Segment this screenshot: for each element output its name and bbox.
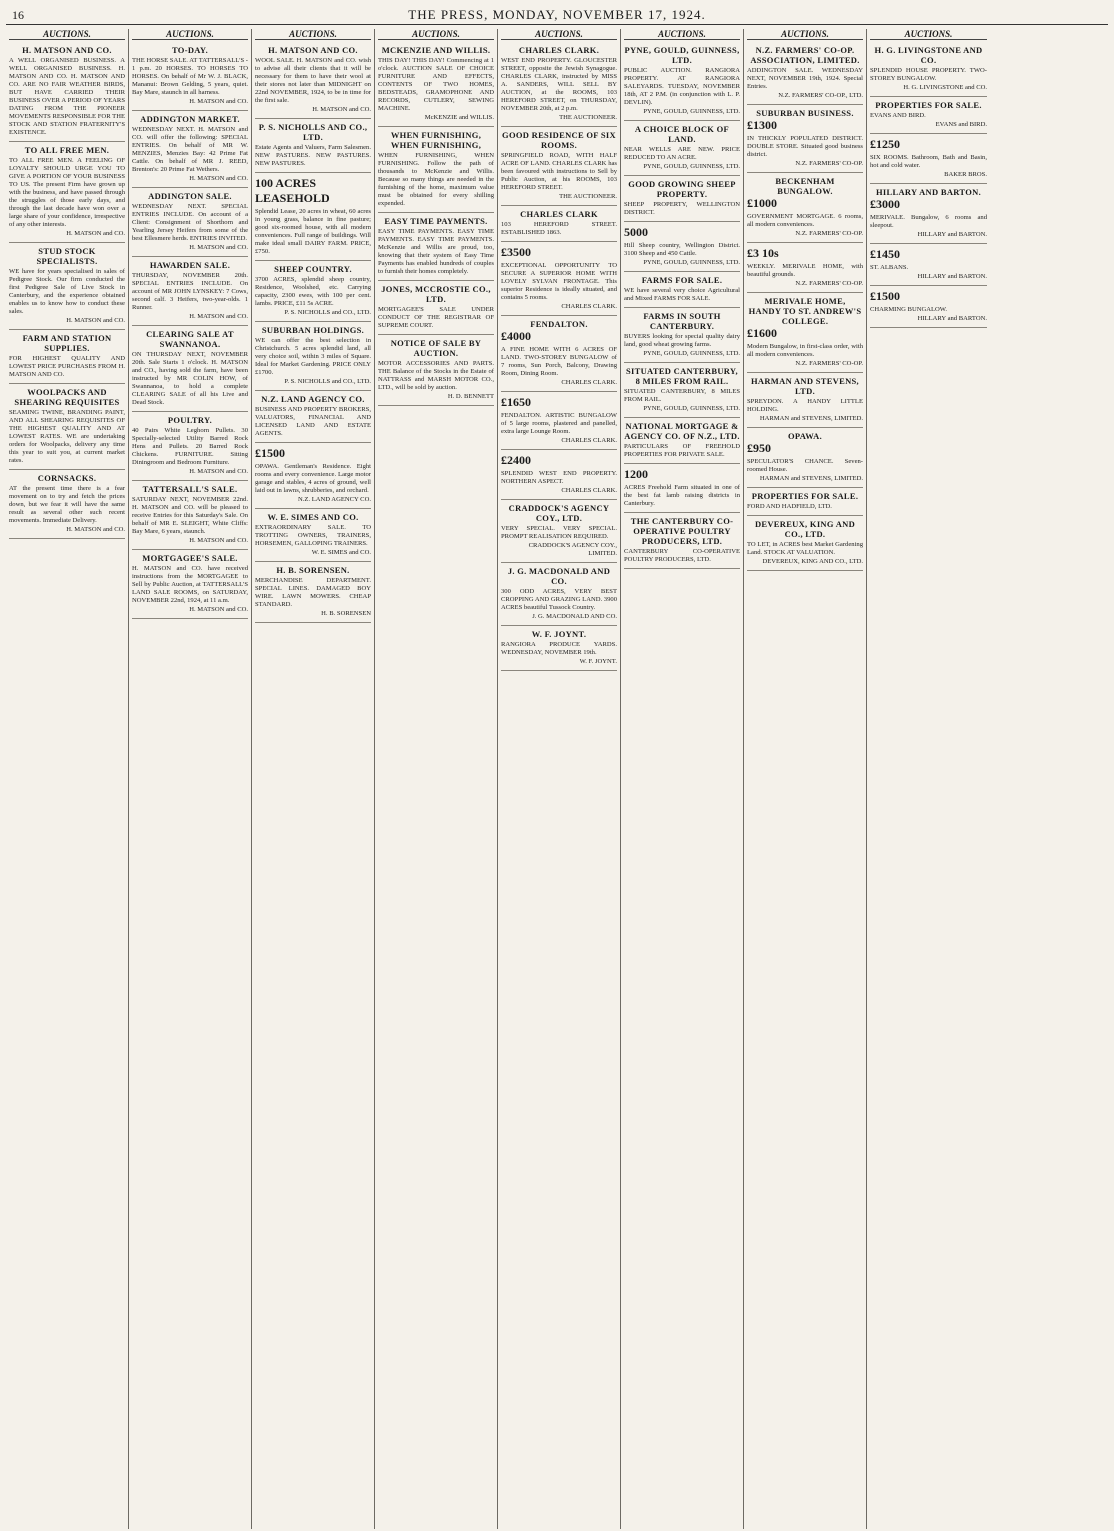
advertisement [9, 470, 125, 539]
advertisement [624, 513, 740, 569]
ad-heading: JONES, MCCROSTIE CO., LTD. [381, 284, 491, 304]
ad-body-text: THE HORSE SALE. AT TATTERSALL'S - 1 p.m. 20 HORSES. TO HORSES TO HORSES. On behalf of Mr W. J. BLACK, Mananui: Brown Gelding, 5 years, quiet. Bay Mare, staunch in all harness. [132, 57, 248, 96]
advertisement [501, 563, 617, 626]
ad-heading: CHARLES CLARK [520, 209, 598, 219]
ad-heading: NATIONAL MORTGAGE & AGENCY CO. OF N.Z., LTD. [624, 421, 740, 441]
advertisement [255, 119, 371, 173]
ad-heading: SITUATED CANTERBURY, 8 MILES FROM RAIL. [626, 366, 738, 386]
ad-body-text: SPECULATOR'S CHANCE. Seven-roomed House. [747, 458, 863, 473]
advertisement [501, 206, 617, 242]
section-heading: AUCTIONS. [870, 29, 987, 40]
ad-body-text: WE have several very choice Agricultural and Mixed FARMS FOR SALE. [624, 287, 740, 302]
ad-signature: W. F. JOYNT. [579, 658, 617, 665]
advertisement [870, 184, 987, 244]
ad-heading: ADDINGTON MARKET. [140, 114, 240, 124]
ad-signature: PYNE, GOULD, GUINNESS, LTD. [643, 259, 740, 266]
ad-body-text: NEAR WELLS ARE NEW. PRICE REDUCED TO AN ACRE. [624, 146, 740, 161]
advertisement [501, 42, 617, 127]
column-6 [621, 29, 744, 1529]
ad-signature: HILLARY and BARTON. [917, 273, 987, 280]
ad-price: 1200 [624, 467, 648, 481]
advertisement [132, 42, 248, 111]
advertisement [870, 134, 987, 184]
ad-heading: MERIVALE HOME, HANDY TO ST. ANDREW'S COLLEGE. [748, 296, 862, 326]
ad-body-text: SPLENDID HOUSE PROPERTY. TWO-STOREY BUNGALOW. [870, 67, 987, 82]
ad-heading: A CHOICE BLOCK OF LAND. [634, 124, 730, 144]
ad-heading: HARMAN AND STEVENS, LTD. [751, 376, 859, 396]
ad-heading: TO-DAY. [171, 45, 209, 55]
ad-body-text: WEDNESDAY NEXT. H. MATSON and CO. will offer the following: SPECIAL ENTRIES. On behalf of MR W. MENZIES, Menzies Bay: 42 Prime Fat Cattle. On behalf of MR J. REED, Brenton's: 20 Prime Fat Wethers. [132, 126, 248, 173]
column-7 [744, 29, 867, 1529]
ad-heading: GOOD GROWING SHEEP PROPERTY. [628, 179, 736, 199]
section-heading: AUCTIONS. [9, 29, 125, 40]
ad-signature: CHARLES CLARK. [561, 437, 617, 444]
advertisement [624, 363, 740, 418]
ad-signature: H. MATSON and CO. [189, 468, 248, 475]
advertisement [132, 412, 248, 481]
ad-signature: H. MATSON and CO. [189, 537, 248, 544]
advertisement [624, 42, 740, 121]
advertisement [255, 391, 371, 443]
ad-body-text: 40 Pairs White Leghorn Pullets. 30 Specially-selected Utility Barred Rock Hens and Pullets. 20 Barred Rock Chickens. FURNITURE. Sitting Diningroom and Bedroom Furniture. [132, 427, 248, 466]
ad-body-text: MORTGAGEE'S SALE UNDER CONDUCT OF THE REGISTRAR OF SUPREME COURT. [378, 306, 494, 329]
ad-body-text: H. MATSON and CO. have received instructions from the MORTGAGEE to Sell by Public Auction, at TATTERSALL'S LAND SALE ROOMS, on SATURDAY, NOVEMBER 22nd, 1924, at 11 a.m. [132, 565, 248, 604]
ad-signature: PYNE, GOULD, GUINNESS, LTD. [643, 163, 740, 170]
ad-heading: PROPERTIES FOR SALE. [875, 100, 982, 110]
ad-body-text: WHEN FURNISHING, WHEN FURNISHING. Follow the path of thousands to McKenzie and Willis. Because so many things are needed in the furnishing of the home, maximum value must be obtained for every shilling expended. [378, 152, 494, 207]
ad-body-text: VERY SPECIAL. VERY SPECIAL. PROMPT REALISATION REQUIRED. [501, 525, 617, 540]
ad-body-text: SITUATED CANTERBURY, 8 MILES FROM RAIL. [624, 388, 740, 403]
ad-signature: DEVEREUX, KING AND CO., LTD. [762, 558, 863, 565]
ad-signature: H. B. SORENSEN [321, 610, 371, 617]
ad-body-text: Estate Agents and Valuers, Farm Salesmen. NEW PASTURES. NEW PASTURES. NEW PASTURES. [255, 144, 371, 167]
ad-body-text: SATURDAY NEXT, NOVEMBER 22nd. H. MATSON and CO. will be pleased to receive Entries for this Saturday's Sale. On behalf of MR E. SLEIGHT, White Cliffs: Bay Mare, 6 years, staunch. [132, 496, 248, 535]
ad-price: £1650 [501, 395, 531, 409]
ad-signature: PYNE, GOULD, GUINNESS, LTD. [643, 405, 740, 412]
ad-body-text: PUBLIC AUCTION. RANGIORA PROPERTY. AT RANGIORA SALEYARDS. TUESDAY, NOVEMBER 18th, AT 2 P.M. (in conjunction with L. P. DEVLIN). [624, 67, 740, 106]
ad-body-text: ST. ALBANS. [870, 264, 909, 271]
ad-body-text: THIS DAY! THIS DAY! Commencing at 1 o'clock. AUCTION SALE OF CHOICE FURNITURE AND EFFECTS, CONTENTS OF TWO HOMES, BEDSTEADS, GRAMOPHONE AND RECORDS, CUTLERY, SEWING MACHINE. [378, 57, 494, 112]
ad-price: £3500 [501, 245, 531, 259]
ad-signature: H. MATSON and CO. [66, 230, 125, 237]
ad-signature: PYNE, GOULD, GUINNESS, LTD. [643, 108, 740, 115]
ad-signature: HARMAN and STEVENS, LIMITED. [759, 475, 863, 482]
ad-signature: CRADDOCK'S AGENCY COY., LIMITED. [528, 542, 617, 557]
ad-heading: THE CANTERBURY CO-OPERATIVE POULTRY PRODUCERS, LTD. [630, 516, 734, 546]
advertisement [624, 308, 740, 363]
ad-signature: N.Z. LAND AGENCY CO. [297, 496, 371, 503]
ad-price: £950 [747, 441, 771, 455]
ad-body-text: MERIVALE. Bungalow, 6 rooms and sleepout. [870, 214, 987, 229]
ad-signature: H. MATSON and CO. [189, 606, 248, 613]
ad-heading: SUBURBAN HOLDINGS. [261, 325, 365, 335]
ad-body-text: SEAMING TWINE, BRANDING PAINT, AND ALL SHEARING REQUISITES OF THE HIGHEST QUALITY AND AT LOWEST RATES. WE are undertaking orders for Woolpacks, delivery any time this year to suit you, at current market rates. [9, 409, 125, 464]
ad-body-text: WEDNESDAY NEXT. SPECIAL ENTRIES INCLUDE. On account of a Client: Consignment of Shorthorn and Yearling Jersey Heifers from some of the best Ellesmere herds. ENTRIES INVITED. [132, 203, 248, 242]
ad-body-text: SPRINGFIELD ROAD, WITH HALF ACRE OF LAND. CHARLES CLARK has been favoured with instructions to Sell by Public Auction, at his ROOMS, 103 HEREFORD STREET. [501, 152, 617, 191]
ad-body-text: Hill Sheep country, Wellington District. 3100 Sheep and 450 Cattle. [624, 242, 740, 257]
ad-heading: SHEEP COUNTRY. [274, 264, 352, 274]
advertisement [870, 286, 987, 328]
column-2 [129, 29, 252, 1529]
advertisement [255, 443, 371, 509]
ad-signature: BAKER BROS. [944, 171, 987, 178]
advertisement [378, 281, 494, 335]
ad-body-text: OPAWA. Gentleman's Residence. Eight rooms and every convenience. Large motor garage and stables, 4 acres of ground, well laid out in lawns, shrubberies, and orchard. [255, 463, 371, 494]
advertisement [132, 257, 248, 326]
ad-signature: H. MATSON and CO. [66, 317, 125, 324]
ad-heading: CLEARING SALE AT SWANNANOA. [146, 329, 234, 349]
advertisement [255, 562, 371, 623]
advertisement [747, 42, 863, 105]
ad-signature: N.Z. FARMERS' CO-OP. [795, 280, 863, 287]
ad-body-text: BUSINESS AND PROPERTY BROKERS, VALUATORS, FINANCIAL AND LICENSED LAND AND ESTATE AGENTS. [255, 406, 371, 437]
ad-body-text: A WELL ORGANISED BUSINESS. A WELL ORGANISED BUSINESS. H. MATSON AND CO. H. MATSON AND CO. ARE NO FAIR WEATHER BIRDS, BUT HAVE CARRIED THEIR BUSINESS OVER A PERIOD OF YEARS DATING FROM THE PIONEER MOVEMENTS RESPONSIBLE FOR THE STOCK AND STATION FRATERNITY'S EXISTENCE. [9, 57, 125, 136]
ad-body-text: 300 ODD ACRES, VERY BEST CROPPING AND GRAZING LAND. 3900 ACRES beautiful Tussock Country. [501, 588, 617, 611]
ad-signature: CHARLES CLARK. [561, 379, 617, 386]
ad-heading: POULTRY. [167, 415, 213, 425]
ad-signature: P. S. NICHOLLS and CO., LTD. [284, 309, 371, 316]
ad-heading: HAWARDEN SALE. [149, 260, 231, 270]
ad-price: £4000 [501, 329, 531, 343]
advertisement [132, 188, 248, 257]
ad-heading: EASY TIME PAYMENTS. [384, 216, 488, 226]
advertisement [624, 464, 740, 513]
ad-heading: FENDALTON. [530, 319, 588, 329]
section-heading: AUCTIONS. [501, 29, 617, 40]
ad-signature: H. MATSON and CO. [189, 175, 248, 182]
ad-signature: N.Z. FARMERS' CO-OP. [795, 230, 863, 237]
ad-heading: FARM AND STATION SUPPLIES. [22, 333, 112, 353]
ad-body-text: 103 HEREFORD STREET. ESTABLISHED 1863. [501, 221, 617, 236]
section-heading: AUCTIONS. [132, 29, 248, 40]
column-5 [498, 29, 621, 1529]
ad-body-text: IN THICKLY POPULATED DISTRICT. DOUBLE STORE. Situated good business district. [747, 135, 863, 158]
advertisement [747, 105, 863, 173]
ad-heading: H. MATSON AND CO. [22, 45, 112, 55]
ad-price: £1450 [870, 247, 900, 261]
ad-signature: PYNE, GOULD, GUINNESS, LTD. [643, 350, 740, 357]
ad-body-text: CANTERBURY CO-OPERATIVE POULTRY PRODUCERS, LTD. [624, 548, 740, 563]
ad-signature: THE AUCTIONEER. [559, 193, 617, 200]
ad-body-text: TO ALL FREE MEN. A FEELING OF LOYALTY SHOULD URGE YOU TO GIVE A PORTION OF YOUR BUSINESS TO US. The present Firm have grown up with the business, and have passed through the struggles of those early days, and through the last decade have won over a large share of your confidence, irrespective of any other interests. [9, 157, 125, 228]
advertisement [501, 626, 617, 671]
advertisement [624, 121, 740, 176]
ad-body-text: ON THURSDAY NEXT, NOVEMBER 20th. Sale Starts 1 o'clock. H. MATSON and CO., having sold the farm, have been instructed by MR COLIN HOW, of Swannanoa, to hold a complete CLEARING SALE of all his Live and Dead Stock. [132, 351, 248, 406]
ad-body-text: GOVERNMENT MORTGAGE. 6 rooms, all modern conveniences. [747, 213, 863, 228]
ad-signature: THE AUCTIONEER. [559, 114, 617, 121]
ad-body-text: EVANS AND BIRD. [870, 112, 926, 119]
ad-body-text: MERCHANDISE DEPARTMENT. SPECIAL LINES. DAMAGED BOY WIRE. LAWN MOWERS. CHEAP STANDARD. [255, 577, 371, 608]
ad-body-text: SPLENDID WEST END PROPERTY. NORTHERN ASPECT. [501, 470, 617, 485]
advertisement [870, 244, 987, 286]
ad-body-text: SHEEP PROPERTY, WELLINGTON DISTRICT. [624, 201, 740, 216]
ad-heading: HILLARY AND BARTON. [876, 187, 981, 197]
advertisement [9, 384, 125, 470]
ad-heading: GOOD RESIDENCE OF SIX ROOMS. [502, 130, 616, 150]
section-heading: AUCTIONS. [624, 29, 740, 40]
ad-heading: MCKENZIE AND WILLIS. [381, 45, 491, 55]
advertisement [501, 450, 617, 500]
ad-price: 5000 [624, 225, 648, 239]
advertisement [378, 213, 494, 281]
ad-body-text: FENDALTON. ARTISTIC BUNGALOW of 5 large rooms, plastered and panelled, extra large Lounge Room. [501, 412, 617, 435]
ad-body-text: WE can offer the best selection in Christchurch. 5 acres splendid land, all very choice soil, within 3 miles of Square. Ideal for Market Gardening. PRICE ONLY £1700. [255, 337, 371, 376]
ad-signature: H. MATSON and CO. [66, 526, 125, 533]
ad-body-text: FOR HIGHEST QUALITY AND LOWEST PRICE PURCHASES FROM H. MATSON AND CO. [9, 355, 125, 378]
column-8 [867, 29, 990, 1529]
advertisement [747, 488, 863, 516]
ad-body-text: ACRES Freehold Farm situated in one of the best fat lamb raising districts in Canterbury. [624, 484, 740, 507]
ad-body-text: WEEKLY. MERIVALE HOME, with beautiful grounds. [747, 263, 863, 278]
ad-body-text: EASY TIME PAYMENTS. EASY TIME PAYMENTS. EASY TIME PAYMENTS. McKenzie and Willis are proud, too, knowing that their system of Easy Time Payments has enabled hundreds of couples to furnish their homes completely. [378, 228, 494, 275]
ad-body-text: SPREYDON. A HANDY LITTLE HOLDING. [747, 398, 863, 413]
ad-heading: FARMS IN SOUTH CANTERBURY. [643, 311, 721, 331]
ad-body-text: FORD AND HADFIELD, LTD. [747, 503, 832, 510]
ad-signature: H. D. BENNETT [447, 393, 494, 400]
ad-heading: MORTGAGEE'S SALE. [142, 553, 238, 563]
ad-signature: N.Z. FARMERS' CO-OP., LTD. [778, 92, 863, 99]
advertisement [9, 330, 125, 384]
advertisement [747, 243, 863, 293]
ad-body-text: WOOL SALE. H. MATSON and CO. wish to advise all their clients that it will be necessary for them to have their wool at their stores not later than MIDNIGHT on 22nd NOVEMBER, 1924, to be in time for the first sale. [255, 57, 371, 104]
section-heading: AUCTIONS. [255, 29, 371, 40]
ad-price: £3000 [870, 197, 900, 211]
advertisement [624, 272, 740, 308]
masthead-title: THE PRESS, MONDAY, NOVEMBER 17, 1924. [408, 7, 706, 22]
ad-heading: PYNE, GOULD, GUINNESS, LTD. [624, 45, 740, 65]
ad-heading: W. F. JOYNT. [531, 629, 587, 639]
section-heading: AUCTIONS. [378, 29, 494, 40]
ad-heading: CRADDOCK'S AGENCY COY., LTD. [508, 503, 610, 523]
advertisement [624, 418, 740, 464]
ad-signature: H. MATSON and CO. [189, 313, 248, 320]
ad-heading: SUBURBAN BUSINESS. [756, 108, 854, 118]
ad-signature: HILLARY and BARTON. [917, 231, 987, 238]
ad-body-text: TO LET, in ACRES best Market Gardening Land. STOCK AT VALUATION. [747, 541, 863, 556]
ad-body-text: SIX ROOMS. Bathroom, Bath and Basin, hot and cold water. [870, 154, 987, 169]
advertisement [501, 242, 617, 316]
advertisement [378, 42, 494, 127]
page-number: 16 [12, 8, 24, 22]
ad-body-text: MOTOR ACCESSORIES AND PARTS. THE Balance of the Stocks in the Estate of NATTRASS and MARSH MOTOR CO., LTD., will be sold by auction. [378, 360, 494, 391]
ad-heading: P. S. NICHOLLS AND CO., LTD. [258, 122, 368, 142]
advertisement [255, 261, 371, 322]
ad-heading: WOOLPACKS AND SHEARING REQUISITES [14, 387, 120, 407]
ad-heading: ADDINGTON SALE. [148, 191, 232, 201]
ad-signature: P. S. NICHOLLS and CO., LTD. [284, 378, 371, 385]
ad-body-text: PARTICULARS OF FREEHOLD PROPERTIES FOR PRIVATE SALE. [624, 443, 740, 458]
ad-heading: N.Z. LAND AGENCY CO. [261, 394, 365, 404]
advertisement [255, 509, 371, 562]
advertisement [255, 322, 371, 391]
column-4 [375, 29, 498, 1529]
ad-signature: HARMAN and STEVENS, LIMITED. [759, 415, 863, 422]
advertisement [9, 243, 125, 330]
ad-heading: STUD STOCK SPECIALISTS. [36, 246, 98, 266]
ad-heading: N.Z. FARMERS' CO-OP. ASSOCIATION, LIMITED. [750, 45, 860, 65]
ad-signature: H. MATSON and CO. [312, 106, 371, 113]
advertisement [747, 428, 863, 488]
ad-heading: FARMS FOR SALE. [641, 275, 723, 285]
advertisement [132, 550, 248, 619]
advertisement [747, 516, 863, 571]
advertisement [747, 173, 863, 243]
ad-body-text: WEST END PROPERTY. GLOUCESTER STREET, opposite the Jewish Synagogue. CHARLES CLARK, instructed by MISS A. SANDERS, WILL SELL BY AUCTION, at the ROOMS, 103 HEREFORD STREET, on THURSDAY, NOVEMBER 20th, at 2 p.m. [501, 57, 617, 112]
ad-body-text: RANGIORA PRODUCE YARDS. WEDNESDAY, NOVEMBER 19th. [501, 641, 617, 656]
ad-heading: H. MATSON AND CO. [268, 45, 358, 55]
ad-signature: H. MATSON and CO. [189, 98, 248, 105]
columns [6, 29, 1108, 1529]
ad-signature: J. G. MACDONALD AND CO. [532, 613, 617, 620]
ad-body-text: AT the present time there is a fear movement on to try and fetch the prices down, but we fear it will have the same result as several other such recent movements. Immediate Delivery. [9, 485, 125, 524]
advertisement [501, 127, 617, 206]
advertisement [501, 392, 617, 450]
advertisement [378, 335, 494, 406]
ad-heading: J. G. MACDONALD AND CO. [507, 566, 611, 586]
ad-signature: EVANS and BIRD. [935, 121, 987, 128]
column-1 [6, 29, 129, 1529]
ad-price: £1600 [747, 326, 777, 340]
advertisement [747, 293, 863, 373]
ad-signature: McKENZIE and WILLIS. [424, 114, 494, 121]
column-3 [252, 29, 375, 1529]
ad-heading: TATTERSALL'S SALE. [142, 484, 238, 494]
ad-heading: WHEN FURNISHING, WHEN FURNISHING, [390, 130, 482, 150]
ad-signature: HILLARY and BARTON. [917, 315, 987, 322]
advertisement [747, 373, 863, 428]
advertisement [870, 42, 987, 97]
advertisement [255, 42, 371, 119]
ad-body-text: EXCEPTIONAL OPPORTUNITY TO SECURE A SUPERIOR HOME WITH LOVELY SYLVAN FRONTAGE. This superior Residence is ideally situated, and contains 5 rooms. [501, 262, 617, 301]
ad-body-text: Modern Bungalow, in first-class order, with all modern conveniences. [747, 343, 863, 358]
ad-heading: W. E. SIMES AND CO. [267, 512, 359, 522]
advertisement [378, 127, 494, 213]
ad-body-text: BUYERS looking for special quality dairy land, good wheat growing farms. [624, 333, 740, 348]
ad-price: £1250 [870, 137, 900, 151]
ad-heading: PROPERTIES FOR SALE. [751, 491, 859, 501]
ad-signature: CHARLES CLARK. [561, 487, 617, 494]
ad-heading: H. G. LIVINGSTONE AND CO. [874, 45, 983, 65]
ad-price: £1500 [255, 446, 285, 460]
ad-signature: H. MATSON and CO. [189, 244, 248, 251]
advertisement [9, 42, 125, 142]
ad-heading: H. B. SORENSEN. [276, 565, 350, 575]
advertisement [870, 97, 987, 134]
ad-body-text: Splendid Lease, 20 acres in wheat, 60 acres in young grass, balance in fine pasture; good six-roomed house, with all modern conveniences. Full range of buildings. Will make ideal small DAIRY FARM. PRICE, £750. [255, 208, 371, 255]
advertisement [132, 481, 248, 550]
ad-heading: BECKENHAM BUNGALOW. [775, 176, 835, 196]
advertisement [255, 173, 371, 261]
advertisement [501, 500, 617, 563]
ad-signature: CHARLES CLARK. [561, 303, 617, 310]
advertisement [501, 316, 617, 392]
advertisement [9, 142, 125, 243]
ad-body-text: THURSDAY, NOVEMBER 20th. SPECIAL ENTRIES INCLUDE. On account of MR JOHN LYNSKEY: 7 Cows, second calf. 3 Heifers, two-year-olds. 1 Runner. [132, 272, 248, 311]
ad-signature: H. G. LIVINGSTONE and CO. [903, 84, 987, 91]
ad-body-text: WE have for years specialised in sales of Pedigree Stock. Our firm conducted the first Pedigree Sale of Live Stock in Canterbury, and the experience obtained enables us to know how to conduct these sales. [9, 268, 125, 315]
ad-heading: TO ALL FREE MEN. [24, 145, 110, 155]
ad-signature: N.Z. FARMERS' CO-OP. [795, 160, 863, 167]
masthead [6, 6, 1108, 25]
advertisement [132, 111, 248, 188]
ad-price: £1000 [747, 196, 777, 210]
section-heading: AUCTIONS. [747, 29, 863, 40]
ad-body-text: 3700 ACRES, splendid sheep country, Residence, Woolshed, etc. Carrying capacity, 2300 ewes, with 100 per cent. lambs. PRICE, £11 5s ACRE. [255, 276, 371, 307]
ad-body-text: CHARMING BUNGALOW. [870, 306, 948, 313]
ad-price: £2400 [501, 453, 531, 467]
ad-price: £3 10s [747, 246, 779, 260]
ad-signature: N.Z. FARMERS' CO-OP. [795, 360, 863, 367]
advertisement [624, 222, 740, 272]
advertisement [624, 176, 740, 222]
ad-body-text: ADDINGTON SALE. WEDNESDAY NEXT, NOVEMBER 19th, 1924. Special Entries. [747, 67, 863, 90]
advertisement [132, 326, 248, 412]
ad-price: £1300 [747, 118, 777, 132]
ad-heading: CHARLES CLARK. [518, 45, 600, 55]
ad-body-text: EXTRAORDINARY SALE. TO TROTTING OWNERS, TRAINERS, HORSEMEN, GALLOPING TRAINERS. [255, 524, 371, 547]
ad-heading: NOTICE OF SALE BY AUCTION. [390, 338, 482, 358]
ad-heading: CORNSACKS. [37, 473, 97, 483]
ad-signature: W. E. SIMES and CO. [311, 549, 371, 556]
ad-price: 100 ACRES LEASEHOLD [255, 176, 330, 205]
ad-body-text: A FINE HOME WITH 6 ACRES OF LAND. TWO-STOREY BUNGALOW of 7 rooms, Sun Porch, Balcony, Drawing Room, Dining Room. [501, 346, 617, 377]
ad-price: £1500 [870, 289, 900, 303]
ad-heading: OPAWA. [788, 431, 822, 441]
ad-heading: DEVEREUX, KING AND CO., LTD. [754, 519, 856, 539]
